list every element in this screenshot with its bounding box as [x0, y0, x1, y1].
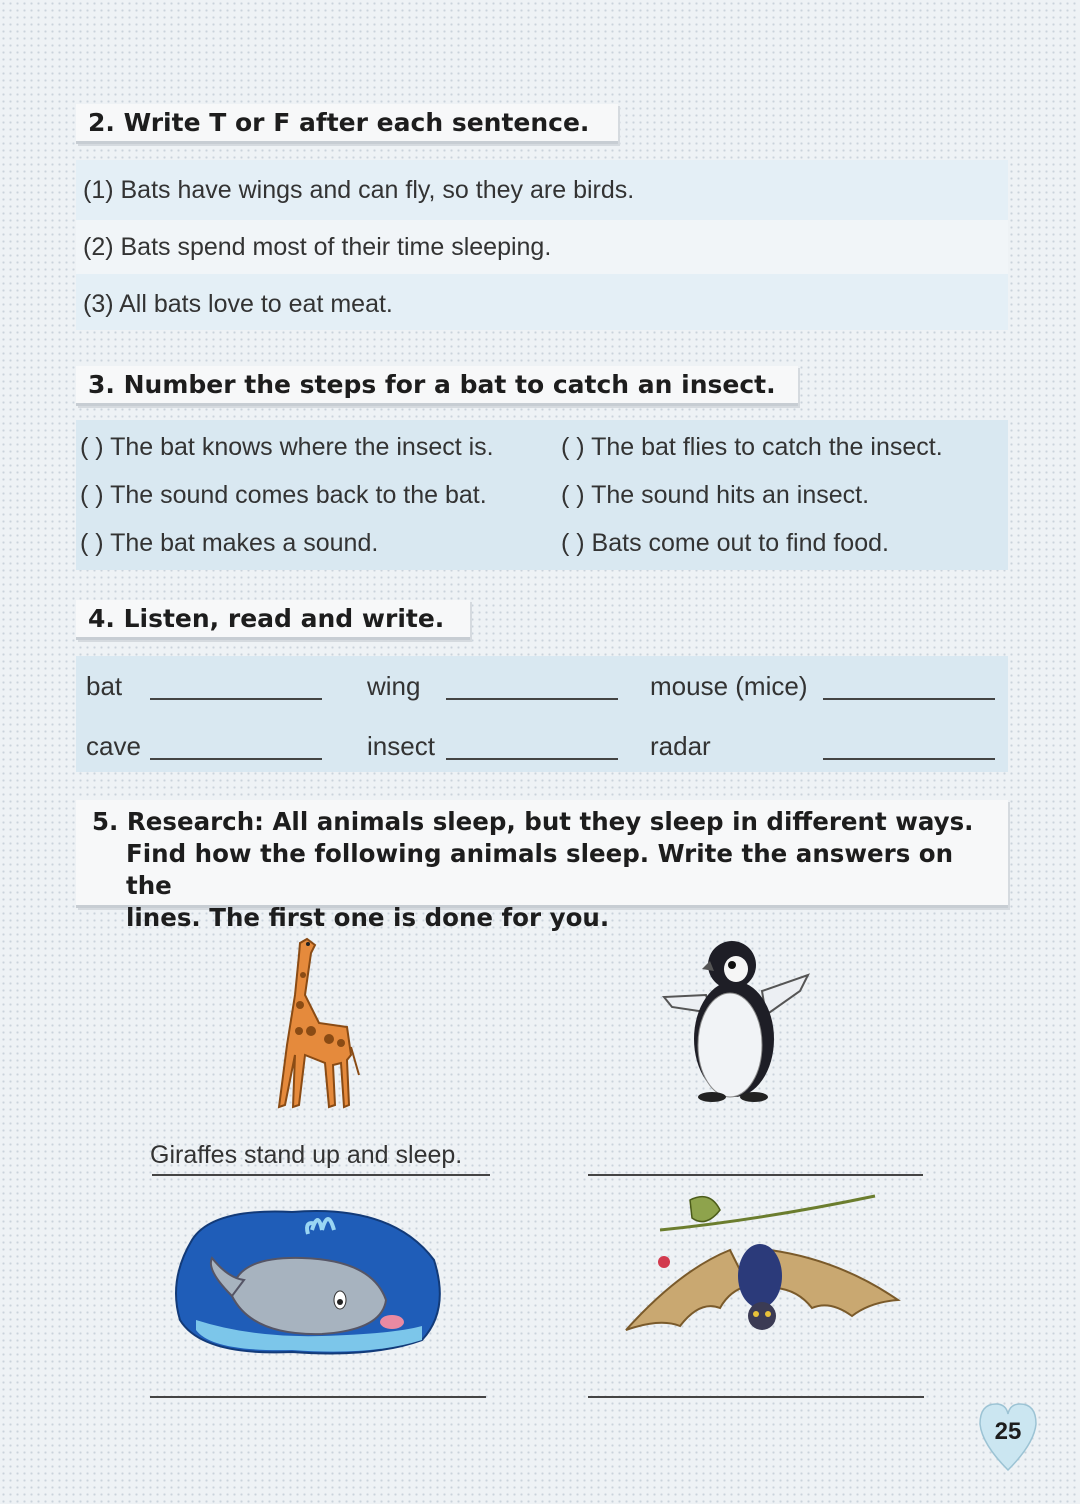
whale-icon	[172, 1200, 450, 1360]
vocab-blank[interactable]	[446, 758, 618, 760]
vocab-word: wing	[367, 671, 421, 701]
vocab-word: bat	[86, 671, 123, 701]
example-answer: Giraffes stand up and sleep.	[150, 1141, 463, 1169]
penguin-icon	[662, 935, 812, 1105]
exercise-3-heading: 3. Number the steps for a bat to catch an insect.	[76, 366, 798, 406]
answer-line-whale[interactable]	[150, 1396, 486, 1398]
exercise-4-band	[76, 656, 1008, 772]
exercise-5-heading-line: lines. The first one is done for you.	[126, 903, 610, 932]
step-item: ( ) The sound hits an insect.	[561, 481, 870, 509]
vocab-blank[interactable]	[823, 698, 995, 700]
exercise-2-item: (3) All bats love to eat meat.	[83, 290, 393, 318]
exercise-5-heading-line: Find how the following animals sleep. Write the answers on the	[126, 839, 954, 900]
vocab-blank[interactable]	[150, 758, 322, 760]
vocab-word: cave	[86, 731, 141, 761]
vocab-blank[interactable]	[446, 698, 618, 700]
vocab-word: mouse (mice)	[650, 671, 808, 701]
exercise-2-item: (2) Bats spend most of their time sleeping.	[83, 233, 552, 261]
vocab-blank[interactable]	[823, 758, 995, 760]
exercise-2-item: (1) Bats have wings and can fly, so they are birds.	[83, 176, 635, 204]
vocab-word: radar	[650, 731, 711, 761]
step-item: ( ) Bats come out to find food.	[561, 529, 889, 557]
giraffe-icon	[255, 935, 365, 1115]
bat-icon	[620, 1190, 905, 1350]
step-item: ( ) The bat knows where the insect is.	[80, 433, 494, 461]
page-number-badge	[976, 1400, 1040, 1472]
vocab-blank[interactable]	[150, 698, 322, 700]
answer-line-bat[interactable]	[588, 1396, 924, 1398]
exercise-5-heading-line: 5. Research: All animals sleep, but they sleep in different ways.	[92, 807, 974, 836]
step-item: ( ) The bat flies to catch the insect.	[561, 433, 943, 461]
step-item: ( ) The bat makes a sound.	[80, 529, 379, 557]
exercise-2-heading: 2. Write T or F after each sentence.	[76, 104, 618, 144]
answer-line-penguin[interactable]	[588, 1174, 923, 1176]
vocab-word: insect	[367, 731, 435, 761]
exercise-5-heading	[76, 800, 1008, 932]
page-number: 25	[994, 1418, 1022, 1445]
step-item: ( ) The sound comes back to the bat.	[80, 481, 487, 509]
answer-line	[152, 1174, 490, 1176]
exercise-4-heading: 4. Listen, read and write.	[76, 600, 470, 640]
